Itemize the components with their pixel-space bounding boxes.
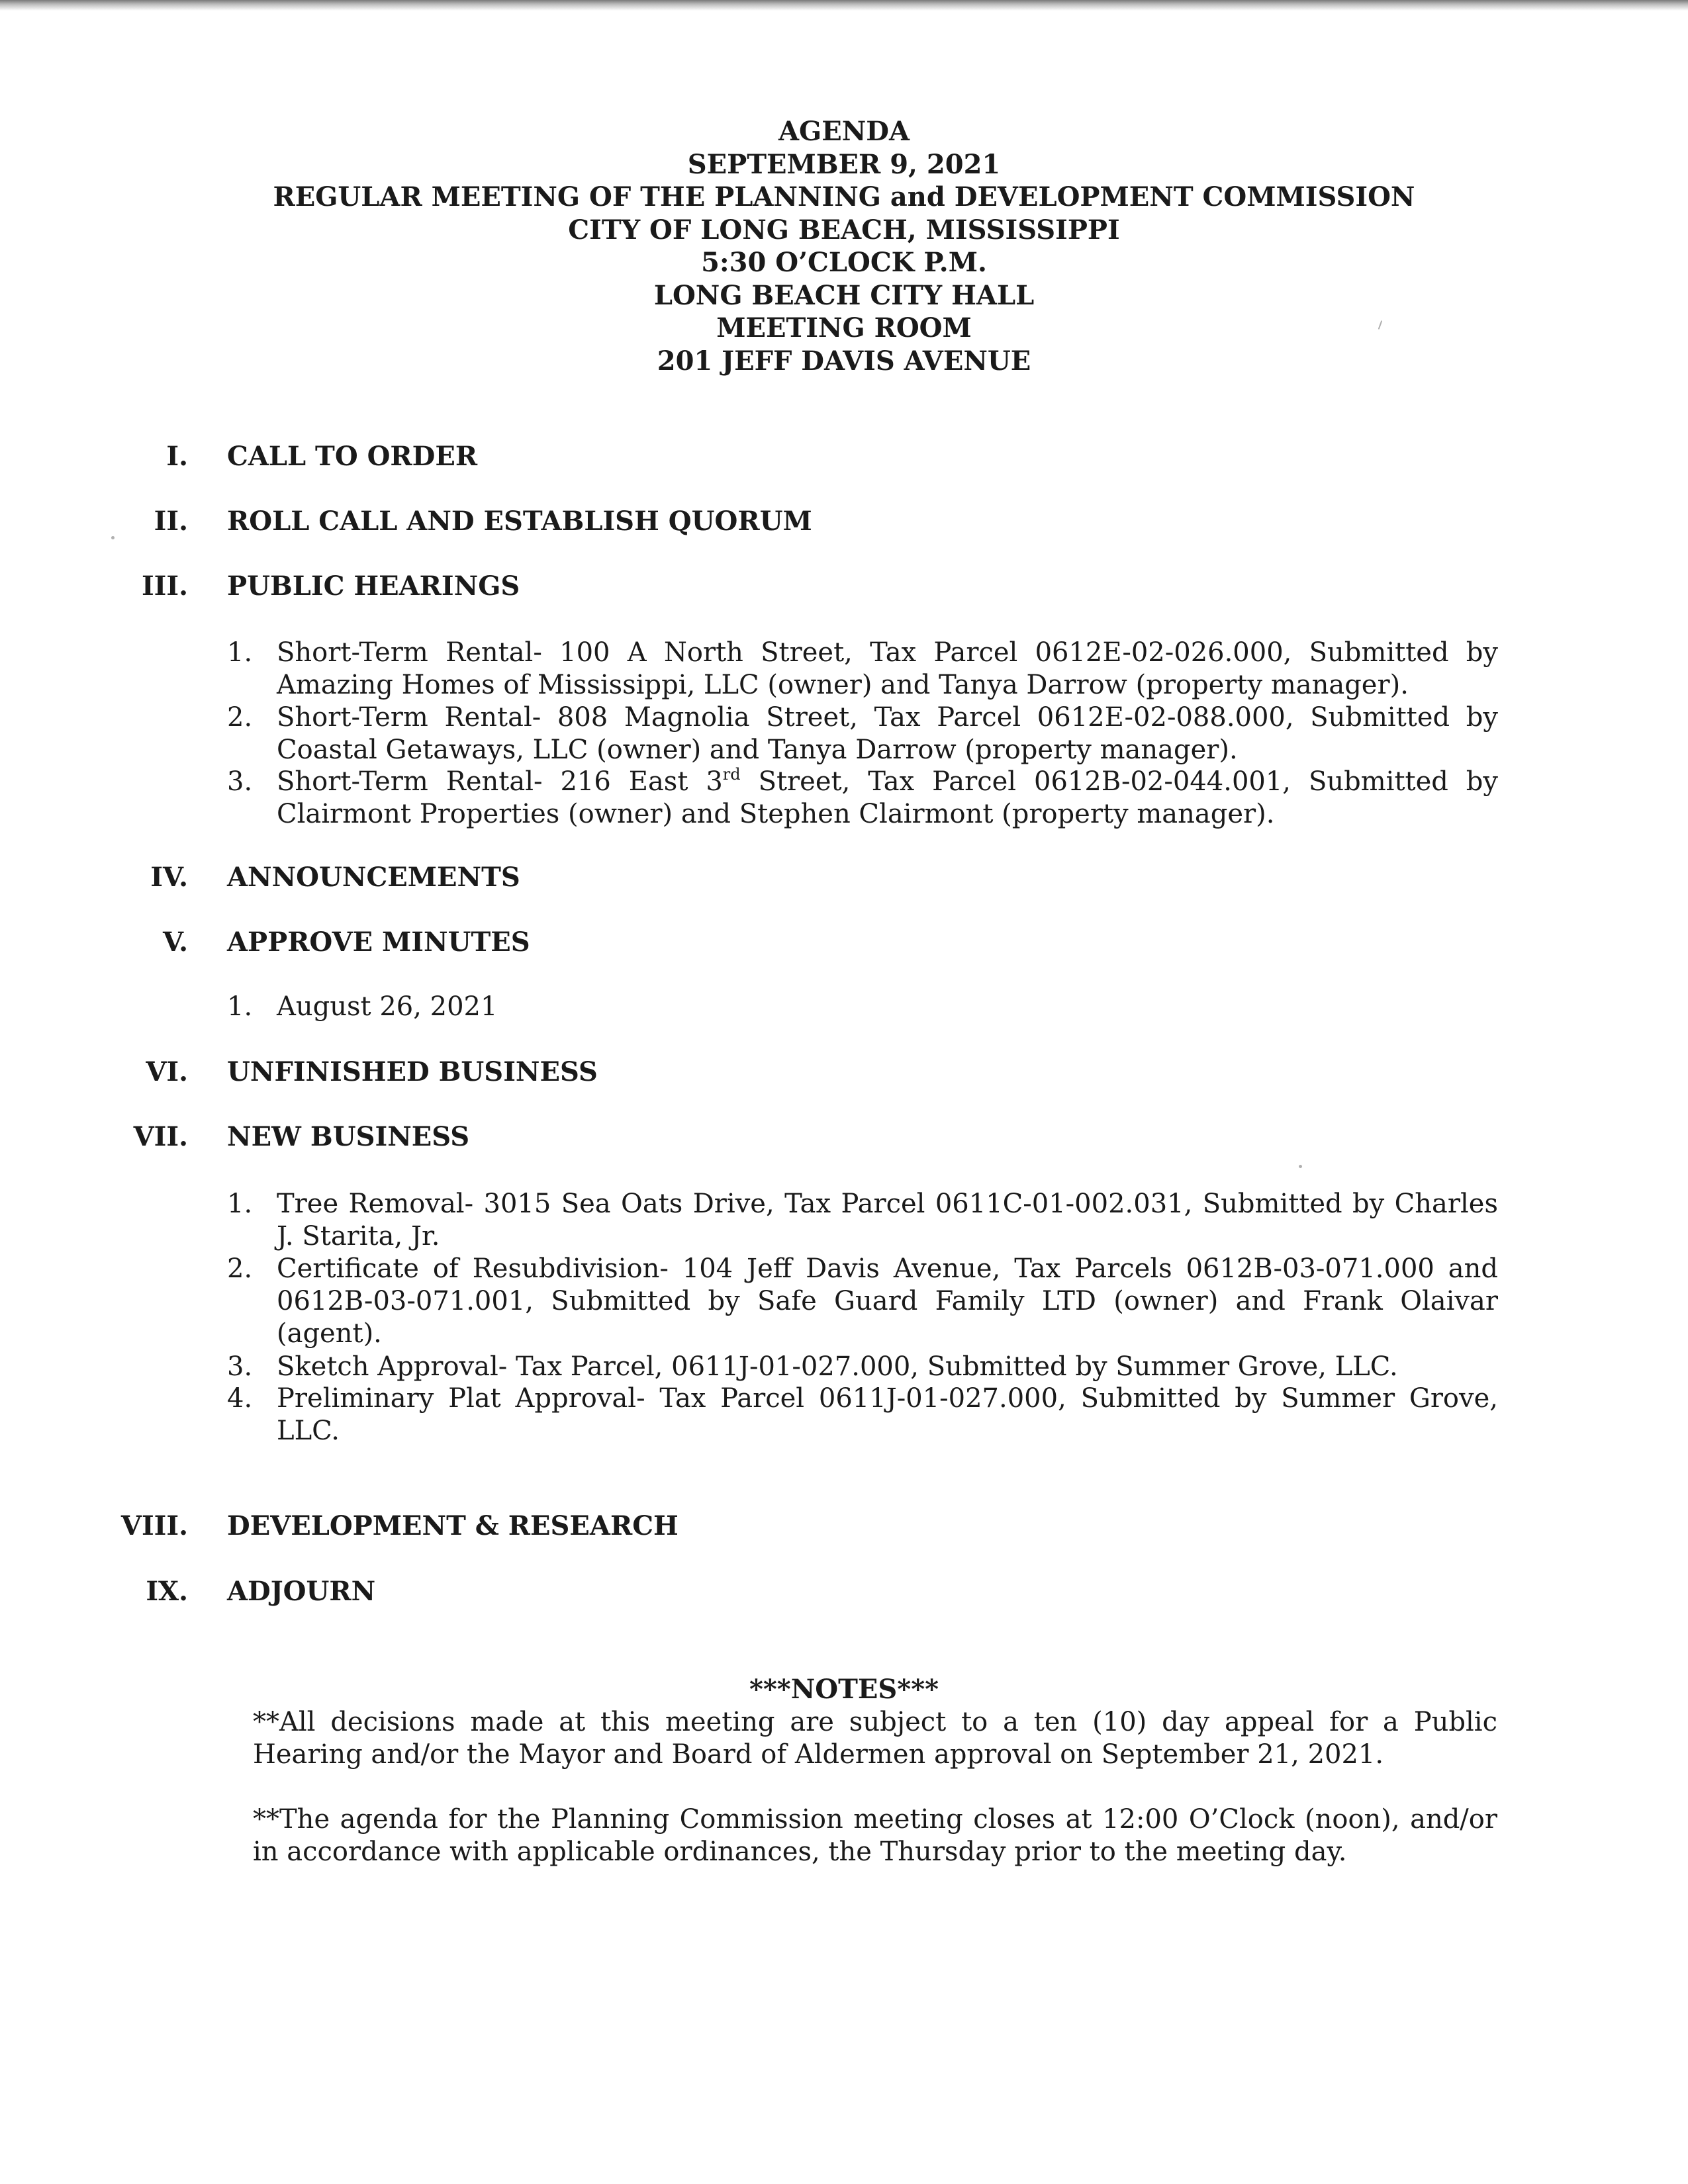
item-text: Sketch Approval- Tax Parcel, 0611J-01-027.000, Submitted by Summer Grove, LLC. — [277, 1351, 1398, 1382]
item-number: 2. — [227, 1253, 253, 1284]
item-number: 1. — [227, 991, 253, 1022]
header-meeting-name: REGULAR MEETING OF THE PLANNING and DEVELOPMENT COMMISSION — [273, 181, 1415, 212]
section-numeral: VII. — [133, 1121, 188, 1152]
section-title-announcements: ANNOUNCEMENTS — [227, 862, 520, 893]
item-text — [277, 766, 1498, 831]
section-title-development-research: DEVELOPMENT & RESEARCH — [227, 1510, 679, 1541]
header-venue: LONG BEACH CITY HALL — [653, 279, 1035, 311]
list-item — [227, 766, 1498, 831]
section-numeral: V. — [163, 927, 188, 958]
section-numeral: VIII. — [120, 1510, 188, 1541]
section-title-call-to-order: CALL TO ORDER — [227, 441, 478, 472]
section-title-adjourn: ADJOURN — [227, 1576, 376, 1607]
list-item — [227, 702, 1498, 766]
item-text: Short-Term Rental- 808 Magnolia Street, Tax Parcel 0612E-02-088.000, Submitted by Coastal Getaways, LLC (owner) and Tanya Darrow (property manager). — [277, 702, 1498, 765]
item-number: 3. — [227, 766, 253, 797]
header-title: AGENDA — [778, 116, 910, 147]
section-numeral: IX. — [146, 1576, 188, 1607]
list-item — [227, 1383, 1498, 1447]
item-number: 2. — [227, 702, 253, 733]
item-text: Short-Term Rental- 100 A North Street, Tax Parcel 0612E-02-026.000, Submitted by Amazing Homes of Mississippi, LLC (owner) and Tanya Darrow (property manager). — [277, 637, 1498, 700]
section-title-approve-minutes: APPROVE MINUTES — [227, 927, 530, 958]
header-room: MEETING ROOM — [716, 312, 972, 343]
note-paragraph: **The agenda for the Planning Commission meeting closes at 12:00 O’Clock (noon), and/or in accordance with applicable ordinances, the Thursday prior to the meeting day. — [253, 1804, 1497, 1867]
scan-speck — [1299, 1165, 1302, 1168]
list-item — [227, 1188, 1498, 1253]
list-item — [227, 1253, 1498, 1350]
item-text: Preliminary Plat Approval- Tax Parcel 0611J-01-027.000, Submitted by Summer Grove, LLC. — [277, 1383, 1498, 1446]
header-date: SEPTEMBER 9, 2021 — [687, 148, 1001, 180]
ordinal-suffix: rd — [722, 765, 741, 784]
item-text: August 26, 2021 — [277, 991, 498, 1022]
note-paragraph: **All decisions made at this meeting are subject to a ten (10) day appeal for a Public Hearing and/or the Mayor and Board of Aldermen approval on September 21, 2021. — [253, 1707, 1497, 1770]
section-numeral: VI. — [146, 1056, 188, 1087]
header-time: 5:30 O’CLOCK P.M. — [701, 247, 987, 278]
section-numeral: III. — [141, 570, 188, 602]
item-text-part: Street, Tax Parcel 0612B-02-044.001, Submitted by Clairmont Properties (owner) and Stephen Clairmont (property manager). — [277, 766, 1499, 829]
section-title-roll-call: ROLL CALL AND ESTABLISH QUORUM — [227, 506, 812, 537]
item-text: Tree Removal- 3015 Sea Oats Drive, Tax Parcel 0611C-01-002.031, Submitted by Charles J. Starita, Jr. — [277, 1189, 1498, 1251]
section-title-new-business: NEW BUSINESS — [227, 1121, 470, 1152]
list-item — [227, 991, 1498, 1023]
list-item — [227, 1351, 1498, 1383]
item-text-part: Short-Term Rental- 216 East 3 — [277, 766, 723, 797]
section-title-unfinished-business: UNFINISHED BUSINESS — [227, 1056, 598, 1087]
header-city: CITY OF LONG BEACH, MISSISSIPPI — [568, 214, 1120, 246]
agenda-header — [0, 115, 1688, 377]
item-number: 3. — [227, 1351, 253, 1382]
section-numeral: IV. — [150, 862, 188, 893]
section-numeral: II. — [154, 506, 188, 537]
header-address: 201 JEFF DAVIS AVENUE — [657, 345, 1031, 377]
item-text: Certificate of Resubdivision- 104 Jeff Davis Avenue, Tax Parcels 0612B-03-071.000 and 0612B-03-071.001, Submitted by Safe Guard Family LTD (owner) and Frank Olaivar (agent). — [277, 1253, 1498, 1349]
item-number: 4. — [227, 1383, 253, 1414]
item-number: 1. — [227, 637, 253, 668]
scan-speck — [111, 536, 115, 539]
section-title-public-hearings: PUBLIC HEARINGS — [227, 570, 520, 602]
item-number: 1. — [227, 1189, 253, 1219]
list-item — [227, 637, 1498, 702]
scan-top-edge — [0, 0, 1688, 11]
notes-heading: ***NOTES*** — [749, 1674, 939, 1705]
section-numeral: I. — [166, 441, 188, 472]
